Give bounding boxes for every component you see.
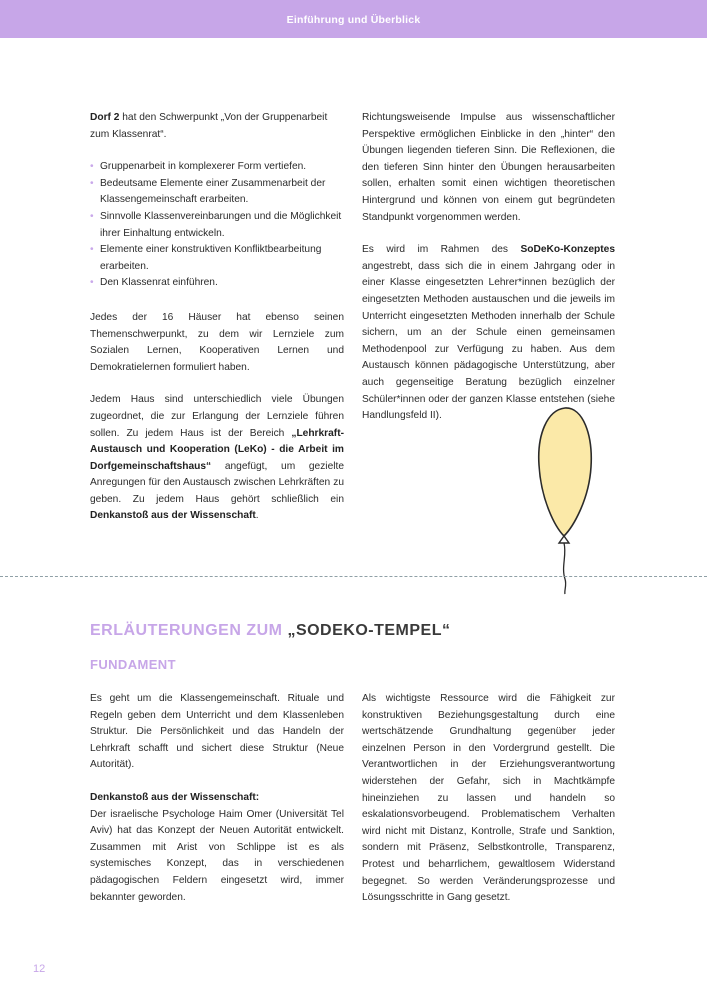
denkanstoss-text: Der israelische Psychologe Haim Omer (Universität Tel Aviv) hat das Konzept der Neuen Autorität entwickelt. Zusammen mit Arist von Schlippe ist es als systemisches Konzept, das in verschiedenen pädagogischen Feldern eingesetzt wird, immer bekannter geworden. — [90, 808, 344, 903]
right-column-bottom — [362, 691, 615, 923]
left-column-top — [90, 110, 344, 541]
list-item: • Sinnvolle Klassenvereinbarungen und die Möglichkeit ihrer Einhaltung entwickeln. — [90, 209, 344, 242]
haus-text-2: angefügt, um gezielte Anregungen für den Austausch zwischen Lehrkräften zu geben. Zu jedem Haus gehört schließlich ein — [90, 460, 344, 505]
list-item: • Bedeutsame Elemente einer Zusammenarbeit der Klassengemeinschaft erarbeiten. — [90, 176, 344, 209]
balloon-body — [539, 408, 592, 536]
section-subtitle: FUNDAMENT — [90, 657, 176, 672]
paragraph-haeuser: Jedes der 16 Häuser hat ebenso seinen Themenschwerpunkt, zu dem wir Lernziele zum Sozialen Lernen, Kooperativen Lernen und Demokratielernen formuliert haben. — [90, 311, 344, 373]
chapter-title: Einführung und Überblick — [286, 14, 421, 26]
section-divider — [0, 576, 707, 577]
dorf-label: Dorf 2 — [90, 112, 120, 123]
denkanstoss-heading: Denkanstoß aus der Wissenschaft: — [90, 791, 260, 803]
paragraph-ressource: Als wichtigste Ressource wird die Fähigkeit zur konstruktiven Beziehungsgestaltung durch eine wertschätzende Grundhaltung gegenüber jeder einzelnen Person in den Vordergrund gestellt. Die Verantwortlichen in der Erziehungsverantwortung widerstehen der Gefahr, sich in Machtkämpfe hineinziehen zu lassen und handeln so eskalationsvorbeugend. Problematischem Verhalten wird nicht mit Distanz, Kontrolle, Strafe und Sanktion, sondern mit Präsenz, Selbstkontrolle, Transparenz, Protest und beharrlichem, gewaltlosem Widerstand begegnet. So werden Veränderungsprozesse und Lösungsschritte in Gang gesetzt. — [362, 693, 615, 904]
dorf-intro-text: hat den Schwerpunkt „Von der Gruppenarbeit zum Klassenrat“. — [90, 112, 328, 140]
list-item: • Elemente einer konstruktiven Konfliktbearbeitung erarbeiten. — [90, 242, 344, 275]
leko-bold: „Lehrkraft-Austausch und Kooperation (LeKo) - die Arbeit im Dorfgemeinschaftshaus“ — [90, 427, 344, 472]
paragraph-denkanstoss — [90, 790, 344, 906]
list-item: • Gruppenarbeit in komplexerer Form vertiefen. — [90, 159, 344, 176]
paragraph-impulse: Richtungsweisende Impulse aus wissenschaftlicher Perspektive ermöglichen Einblicke in den „hinter“ den Übungen liegenden tieferen Sinn. Die Reflexionen, die den tieferen Sinn hinter den Übungen herausarbeiten sollen, erhalten somit einen wichtigen theoretischen Hintergrund und können von einem gut begründeten Standpunkt vorgenommen werden. — [362, 112, 615, 223]
balloon-string — [564, 543, 566, 594]
sodeko-bold: SoDeKo-Konzeptes — [520, 244, 615, 256]
paragraph-klassengemeinschaft: Es geht um die Klassengemeinschaft. Rituale und Regeln geben dem Unterricht und dem Klassenleben Struktur. Die Persönlichkeit und das Handeln der Lehrkraft schafft und sichert diese Struktur (Neue Autorität). — [90, 693, 344, 771]
left-column-bottom — [90, 691, 344, 922]
sodeko-text-2: angestrebt, dass sich die in einem Jahrgang oder in einer Klasse eingesetzten Lehrer*innen bezüglich der eingesetzten Methoden austauschen und die jeweils im Unterricht eingesetzten Methoden innerhalb der Schule sichern, um an der Schule einen gemeinsamen Methodenpool zur Verfügung zu haben. Aus dem Austausch können pädagogische Unterstützung, aber auch gegenseitige Beratung bezüglich einzelner Schüler*innen oder der ganzen Klasse entstehen (siehe Handlungsfeld II). — [362, 260, 615, 422]
haus-text-3: . — [255, 510, 259, 522]
haus-text-1: Jedem Haus sind unterschiedlich viele Übungen zugeordnet, die zur Erlangung der Lernziele führen sollen. Zu jedem Haus ist der Bereich — [90, 394, 344, 439]
paragraph-sodeko — [362, 242, 615, 425]
balloon-illustration — [535, 405, 615, 595]
denkanstoss-bold: Denkanstoß aus der Wissenschaft — [90, 510, 256, 522]
dorf-intro — [90, 110, 344, 143]
section-title-part1: ERLÄUTERUNGEN ZUM — [90, 622, 288, 639]
paragraph-uebungen — [90, 392, 344, 525]
list-item: • Den Klassenrat einführen. — [90, 275, 344, 292]
goal-list — [90, 159, 344, 292]
chapter-header — [0, 0, 707, 38]
section-title — [90, 622, 451, 640]
right-column-top — [362, 110, 615, 441]
balloon-knot — [559, 536, 569, 543]
section-title-part2: „SODEKO-TEMPEL“ — [287, 622, 451, 639]
page-number: 12 — [33, 963, 46, 975]
sodeko-text-1: Es wird im Rahmen des — [362, 244, 521, 256]
